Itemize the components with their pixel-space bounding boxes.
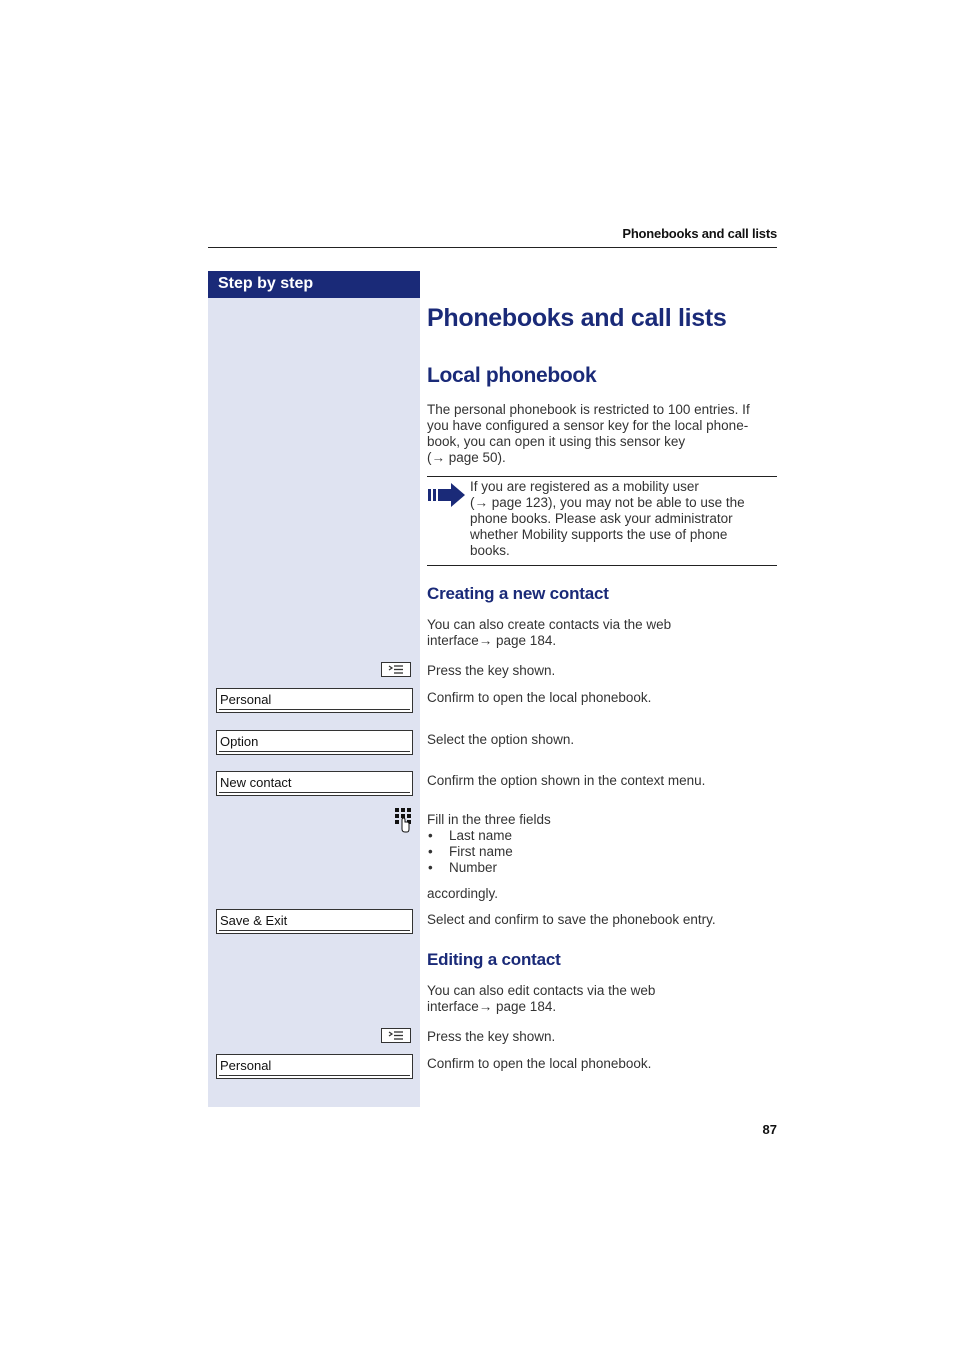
softkey-new-contact[interactable]: New contact [216,771,413,796]
header-divider [208,247,777,248]
section-heading: Local phonebook [427,364,597,387]
fill-intro: Fill in the three fields [427,812,551,827]
field-list [427,828,513,876]
step-save-entry: Select and confirm to save the phonebook entry. [427,912,716,927]
list-item: • First name [427,844,513,860]
step-select-option: Select the option shown. [427,732,575,747]
create-intro: You can also create contacts via the web interface→ page 184. [427,617,672,648]
menu-key-icon [381,662,411,677]
arrow-note-icon [427,481,467,509]
fill-outro: accordingly. [427,886,499,901]
keypad-icon [394,807,414,833]
running-head: Phonebooks and call lists [622,226,777,241]
note-bottom-rule [427,565,777,566]
intro-paragraph: The personal phonebook is restricted to 100 entries. If you have configured a sensor key for the local phone- book, you can open it using this sensor key (→ page 50). [427,402,750,465]
step-open-phonebook: Confirm to open the local phonebook. [427,690,652,705]
edit-heading: Editing a contact [427,950,561,969]
list-item: • Number [427,860,513,876]
edit-step-press-key: Press the key shown. [427,1029,556,1044]
page-title: Phonebooks and call lists [427,304,727,332]
softkey-personal-edit[interactable]: Personal [216,1054,413,1079]
create-heading: Creating a new contact [427,584,609,603]
note-text: If you are registered as a mobility user (→ page 123), you may not be able to use the phone books. Please ask your administrator whether Mobility supports the use of phone books. [470,479,745,558]
step-press-key: Press the key shown. [427,663,556,678]
page-number: 87 [762,1122,777,1137]
list-item: • Last name [427,828,513,844]
note-top-rule [427,476,777,477]
softkey-personal[interactable]: Personal [216,688,413,713]
edit-intro: You can also edit contacts via the web interface→ page 184. [427,983,656,1014]
softkey-save-exit[interactable]: Save & Exit [216,909,413,934]
sidebar-title: Step by step [208,271,420,298]
edit-step-open-phonebook: Confirm to open the local phonebook. [427,1056,652,1071]
softkey-option[interactable]: Option [216,730,413,755]
menu-key-icon [381,1028,411,1043]
step-confirm-option: Confirm the option shown in the context menu. [427,773,706,788]
